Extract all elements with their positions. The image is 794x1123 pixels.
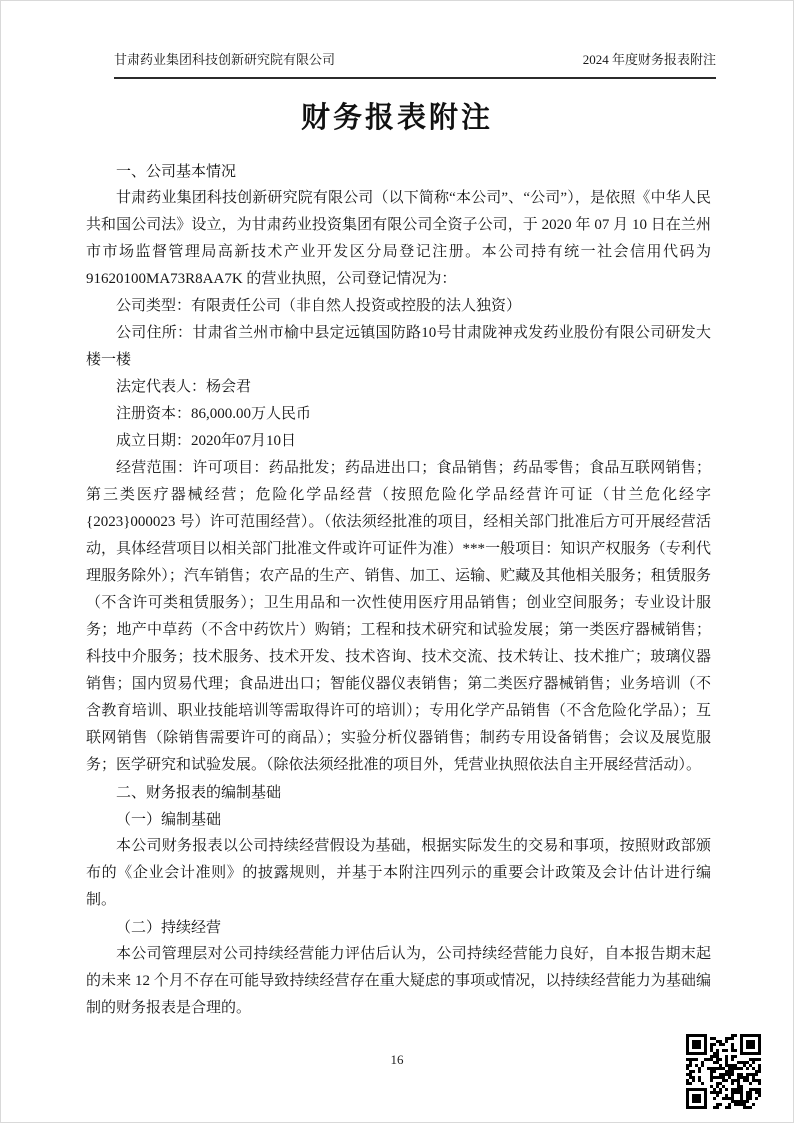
line-legal-representative: 法定代表人：杨会君 <box>116 379 252 395</box>
header-company-name: 甘肃药业集团科技创新研究院有限公司 <box>114 52 336 67</box>
page-number: 16 <box>390 1052 404 1067</box>
page-header <box>114 51 716 79</box>
qr-code-icon <box>686 1034 761 1109</box>
line-established-date: 成立日期：2020年07月10日 <box>116 433 297 449</box>
line-company-address: 公司住所：甘肃省兰州市榆中县定远镇国防路10号甘肃陇神戎发药业股份有限公司研发大楼一楼 <box>86 325 711 368</box>
subsection-heading-going-concern: （二）持续经营 <box>116 919 222 936</box>
subsection-heading-basis: （一）编制基础 <box>116 811 222 828</box>
section-heading-preparation-basis: 二、财务报表的编制基础 <box>116 784 282 801</box>
line-registered-capital: 注册资本：86,000.00万人民币 <box>116 406 312 422</box>
header-report-label: 2024 年度财务报表附注 <box>582 52 716 67</box>
paragraph-business-scope: 经营范围：许可项目：药品批发；药品进出口；食品销售；药品零售；食品互联网销售；第三类医疗器械经营；危险化学品经营（按照危险化学品经营许可证（甘兰危化经字{2023}000023 号）许可范围经营）。（依法须经批准的项目，经相关部门批准后方可开展经营活动，具体经营项目以相关部门批准文件或许可证件为准）***一般项目：知识产权服务（专利代理服务除外）；汽车销售；农产品的生产、销售、加工、运输、贮藏及其他相关服务；租赁服务（不含许可类租赁服务）；卫生用品和一次性使用医疗用品销售；创业空间服务；专业设计服务；地产中草药（不含中药饮片）购销；工程和技术研究和试验发展；第一类医疗器械销售；科技中介服务；技术服务、技术开发、技术咨询、技术交流、技术转让、技术推广；玻璃仪器销售；国内贸易代理；食品进出口；智能仪器仪表销售；第二类医疗器械销售；业务培训（不含教育培训、职业技能培训等需取得许可的培训）；专用化学产品销售（不含危险化学品）；互联网销售（除销售需要许可的商品）；实验分析仪器销售；制药专用设备销售；会议及展览服务；医学研究和试验发展。（除依法须经批准的项目外，凭营业执照依法自主开展经营活动）。 <box>86 460 711 773</box>
paragraph-company-intro: 甘肃药业集团科技创新研究院有限公司（以下简称“本公司”、“公司”），是依照《中华人民共和国公司法》设立，为甘肃药业投资集团有限公司全资子公司，于 2020 年 07 月 10 日在兰州市市场监督管理局高新技术产业开发区分局登记注册。本公司持有统一社会信用代码为 91620100MA73R8AA7K 的营业执照，公司登记情况为： <box>86 190 711 287</box>
line-company-type: 公司类型：有限责任公司（非自然人投资或控股的法人独资） <box>116 298 522 314</box>
paragraph-going-concern: 本公司管理层对公司持续经营能力评估后认为，公司持续经营能力良好，自本报告期末起的未来 12 个月不存在可能导致持续经营存在重大疑虑的事项或情况，以持续经营能力为基础编制的财务报表是合理的。 <box>86 946 711 1016</box>
paragraph-preparation-basis: 本公司财务报表以公司持续经营假设为基础，根据实际发生的交易和事项，按照财政部颁布的《企业会计准则》的披露规则，并基于本附注四列示的重要会计政策及会计估计进行编制。 <box>86 838 711 908</box>
document-body <box>86 158 711 1022</box>
document-title: 财务报表附注 <box>300 102 493 134</box>
section-heading-company-basic-info: 一、公司基本情况 <box>116 163 237 180</box>
